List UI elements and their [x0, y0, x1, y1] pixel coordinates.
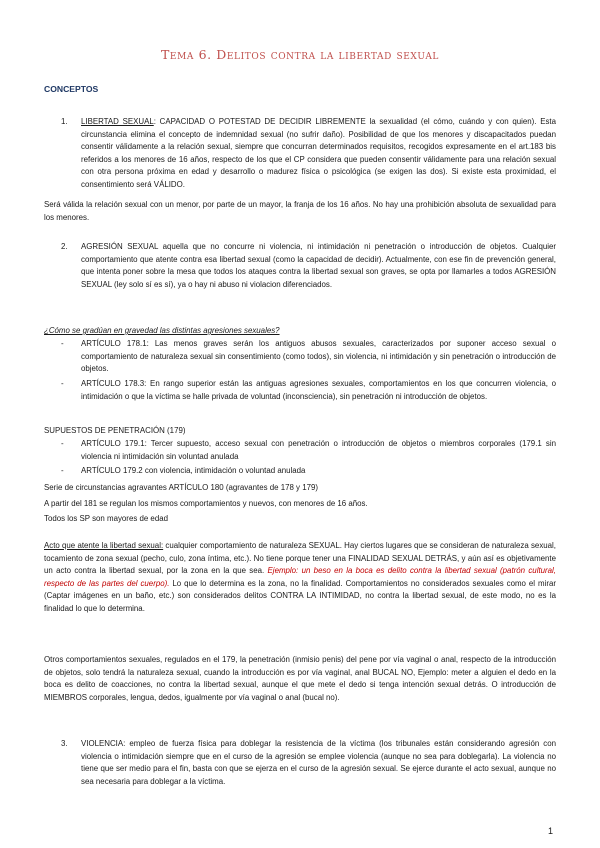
document-title: Tema 6. Delitos contra la libertad sexual: [160, 47, 440, 62]
paragraph-text: cualquier comportamiento de naturaleza SEXUAL. Hay ciertos lugares que se consideran de naturaleza sexual, tocamiento de zona sexual (pecho, culo, zona íntima, etc.). No tiene porque tener una FINALIDAD SEXUAL DETRÁS, y aún así es objetivamente un acto contra la libertad sexual, por la zona en la que sea.: [44, 541, 556, 576]
example-highlight: Ejemplo: un beso en la boca es delito contra la libertad sexual (patrón cultural, respecto de las partes del cuerpo).: [44, 566, 556, 588]
bullet-dash: -: [61, 439, 64, 448]
bullet-text: ARTÍCULO 179.2 con violencia, intimidación o voluntad anulada: [81, 466, 306, 475]
page-number: 1: [548, 826, 554, 836]
list-number: 2.: [61, 242, 68, 251]
paragraph-menores: Será válida la relación sexual con un menor, por parte de un mayor, la franja de los 16 años. No hay una prohibición absoluta de sexualidad para los menores.: [44, 200, 556, 222]
list-item-agresion-sexual: [61, 241, 556, 291]
paragraph-text: Lo que lo determina es la zona, no la finalidad. Comportamientos no considerados sexuales como el mirar (Captar imágenes en un baño, etc.) son considerados delitos CONTRA LA INTIMIDAD, no contra la libertad sexual, de este modo, no es la finalidad lo que lo determina.: [44, 578, 556, 613]
paragraph-otros: Otros comportamientos sexuales, regulados en el 179, la penetración (inmisio penis) del pene por vía vaginal o anal, respecto de la introducción de objetos, solo tendrá la naturaleza sexual, cuando la introducción es por vía vaginal, anal BUCAL NO, Ejemplo: meter a alguien el dedo en la boca es delito de coacciones, no contra la libertad sexual, aunque el que mete el dedo si tenga intención sexual detrás. O introducción de MIEMBROS corporales, lengua, dedos, igualmente por vía vaginal o anal (bucal no).: [44, 655, 556, 702]
list-item-violencia: [61, 738, 556, 788]
list-number: 1.: [61, 117, 68, 126]
term-acto: Acto que atente la libertad sexual:: [44, 541, 164, 550]
bullet-text: ARTÍCULO 178.1: Las menos graves serán los antiguos abusos sexuales, caracterizados por suponer acceso sexual o comportamiento de naturaleza sexual sin consentimiento (como todos), sin violencia, ni intimidación y sin penetración o introducción de objetos.: [81, 339, 556, 374]
list-number: 3.: [61, 739, 68, 748]
term-libertad-sexual: LIBERTAD SEXUAL: [81, 117, 154, 126]
paragraph-text: : CAPACIDAD O POTESTAD DE DECIDIR LIBREMENTE la sexualidad (el cómo, cuándo y con quien). Esta circunstancia elimina el concepto de indemnidad sexual (no sufrir daño). Posibilidad de que los menores y discapacitados puedan consentir válidamente a la relación sexual, siempre que concurran determinados requisitos, recogidos expresamente en el art.183 bis referidos a los menores de 16 años, respecto de los que el CP considera que pueden consentir válidamente para una relación sexual con otra persona próxima en edad y desarrollo o madurez física o psicológica (se exigen las dos). Si existe esta proximidad, el consentimiento será VÁLIDO.: [81, 117, 556, 189]
bullet-text: ARTÍCULO 178.3: En rango superior están las antiguas agresiones sexuales, comportamientos en los que concurren violencia, o intimidación o que la víctima se halle privada de voluntad (inconsciencia), sin penetración ni introducción de objetos.: [81, 379, 556, 401]
paragraph-text: AGRESIÓN SEXUAL aquella que no concurre ni violencia, ni intimidación ni penetración o introducción de objetos. Cualquier comportamiento que atente contra esa libertad sexual (como la capacidad de decidir). Actualmente, con ese fin de prevención general, que intenta poner sobre la mesa que todos los ataques contra la libertad sexual son graves, se opta por llamarles a todos AGRESIÓN SEXUAL (ley solo sí es sí), ya o hay ni abuso ni violacion diferenciados.: [81, 242, 556, 289]
bullet-dash: -: [61, 339, 64, 348]
list-item: [61, 465, 556, 478]
section-heading: CONCEPTOS: [44, 84, 99, 94]
bullet-dash: -: [61, 379, 64, 388]
question-heading: ¿Cómo se gradúan en gravedad las distintas agresiones sexuales?: [44, 326, 280, 335]
paragraph-text: VIOLENCIA: empleo de fuerza física para doblegar la resistencia de la víctima (los tribunales están considerando agresión con violencia o intimidación siempre que en el curso de la agresión se emplee violencia (aunque no sea para doblegarla). La violencia no tiene que ser medio para el fin, basta con que se ejerza en el curso de la agresión sexual. Se ejerce durante el acto sexual, aunque no sea necesaria para doblegar a la víctima.: [81, 739, 556, 786]
list-item-libertad-sexual: [61, 116, 556, 192]
bullet-text: ARTÍCULO 179.1: Tercer supuesto, acceso sexual con penetración o introducción de objetos o miembros corporales (179.1 sin violencia ni intimidación sin voluntad anulada: [81, 439, 556, 461]
list-item: [61, 378, 556, 403]
text-line: Todos los SP son mayores de edad: [44, 514, 168, 523]
text-line: Serie de circunstancias agravantes ARTÍCULO 180 (agravantes de 178 y 179): [44, 483, 318, 492]
subheading-supuestos: SUPUESTOS DE PENETRACIÓN (179): [44, 426, 186, 435]
list-item: [61, 338, 556, 376]
text-line: A partir del 181 se regulan los mismos comportamientos y nuevos, con menores de 16 años.: [44, 499, 368, 508]
paragraph-acto: [44, 540, 556, 616]
list-item: [61, 438, 556, 463]
bullet-dash: -: [61, 466, 64, 475]
